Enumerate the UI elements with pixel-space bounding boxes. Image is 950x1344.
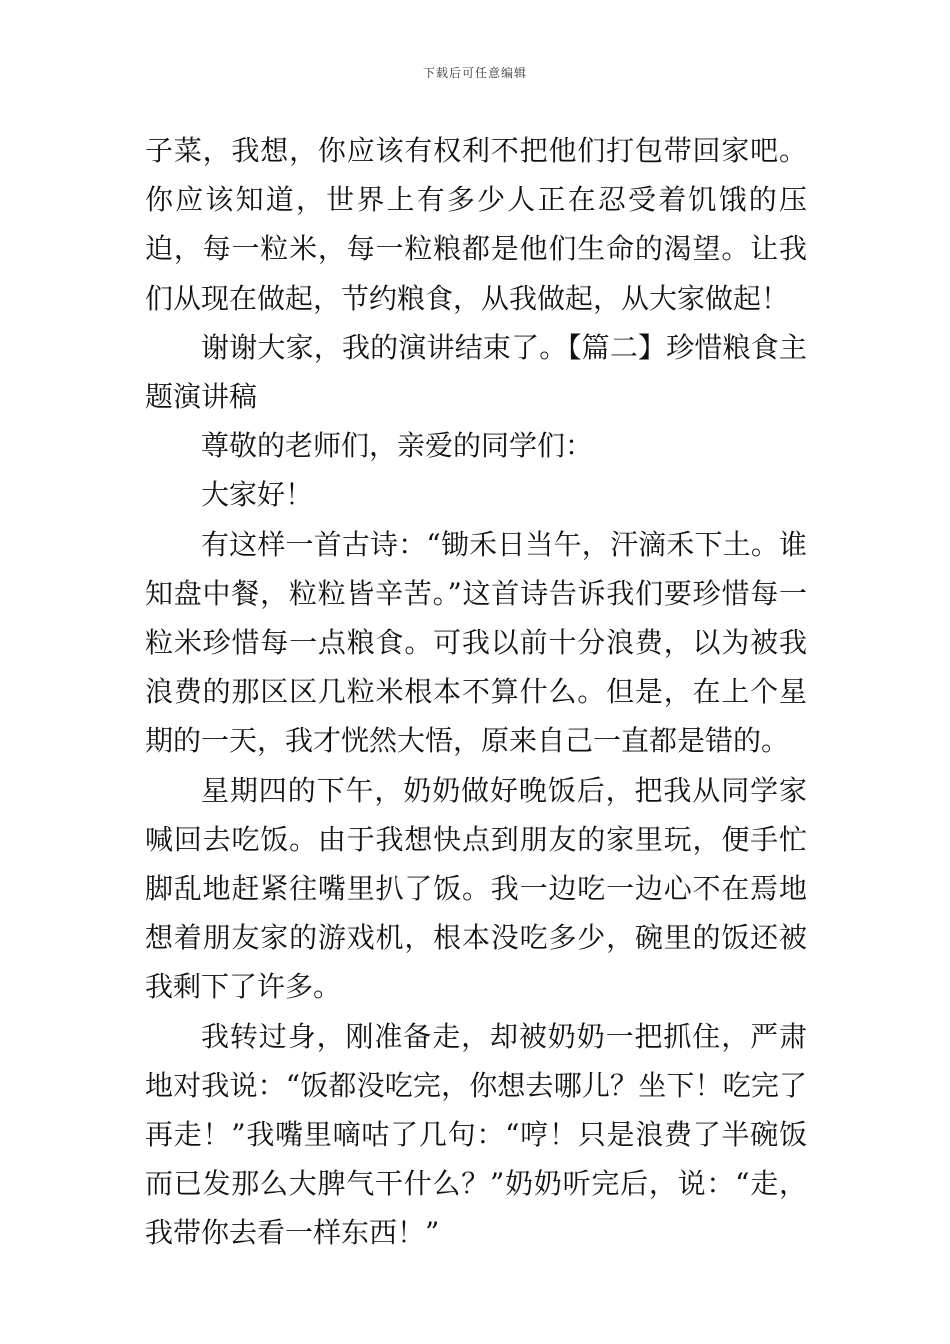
paragraph-2: 谢谢大家，我的演讲结束了。【篇二】珍惜粮食主题演讲稿 (145, 330, 807, 414)
paragraph-3: 尊敬的老师们，亲爱的同学们： (201, 429, 594, 463)
paragraph-1: 子菜，我想，你应该有权利不把他们打包带回家吧。你应该知道，世界上有多少人正在忍受着饥饿的压迫，每一粒米，每一粒粮都是他们生命的渴望。让我们从现在做起，节约粮食，从我做起，从大家做起！ (145, 134, 807, 315)
page-header: 下载后可任意编辑 (422, 66, 527, 80)
paragraph-7: 我转过身，刚准备走，却被奶奶一把抓住，严肃地对我说：“饭都没吃完，你想去哪儿？坐下！吃完了再走！”我嘴里嘀咕了几句：“哼！只是浪费了半碗饭而已发那么大脾气干什么？”奶奶听完后，说：“走，我带你去看一样东西！” (145, 1019, 807, 1250)
paragraph-4: 大家好！ (201, 478, 314, 512)
paragraph-5: 有这样一首古诗：“锄禾日当午，汗滴禾下土。谁知盘中餐，粒粒皆辛苦。”这首诗告诉我们要珍惜每一粒米珍惜每一点粮食。可我以前十分浪费，以为被我浪费的那区区几粒米根本不算什么。但是，在上个星期的一天，我才恍然大悟，原来自己一直都是错的。 (145, 527, 807, 758)
document-body (145, 126, 807, 1258)
paragraph-6: 星期四的下午，奶奶做好晚饭后，把我从同学家喊回去吃饭。由于我想快点到朋友的家里玩，便手忙脚乱地赶紧往嘴里扒了饭。我一边吃一边心不在焉地想着朋友家的游戏机，根本没吃多少，碗里的饭还被我剩下了许多。 (145, 773, 807, 1004)
